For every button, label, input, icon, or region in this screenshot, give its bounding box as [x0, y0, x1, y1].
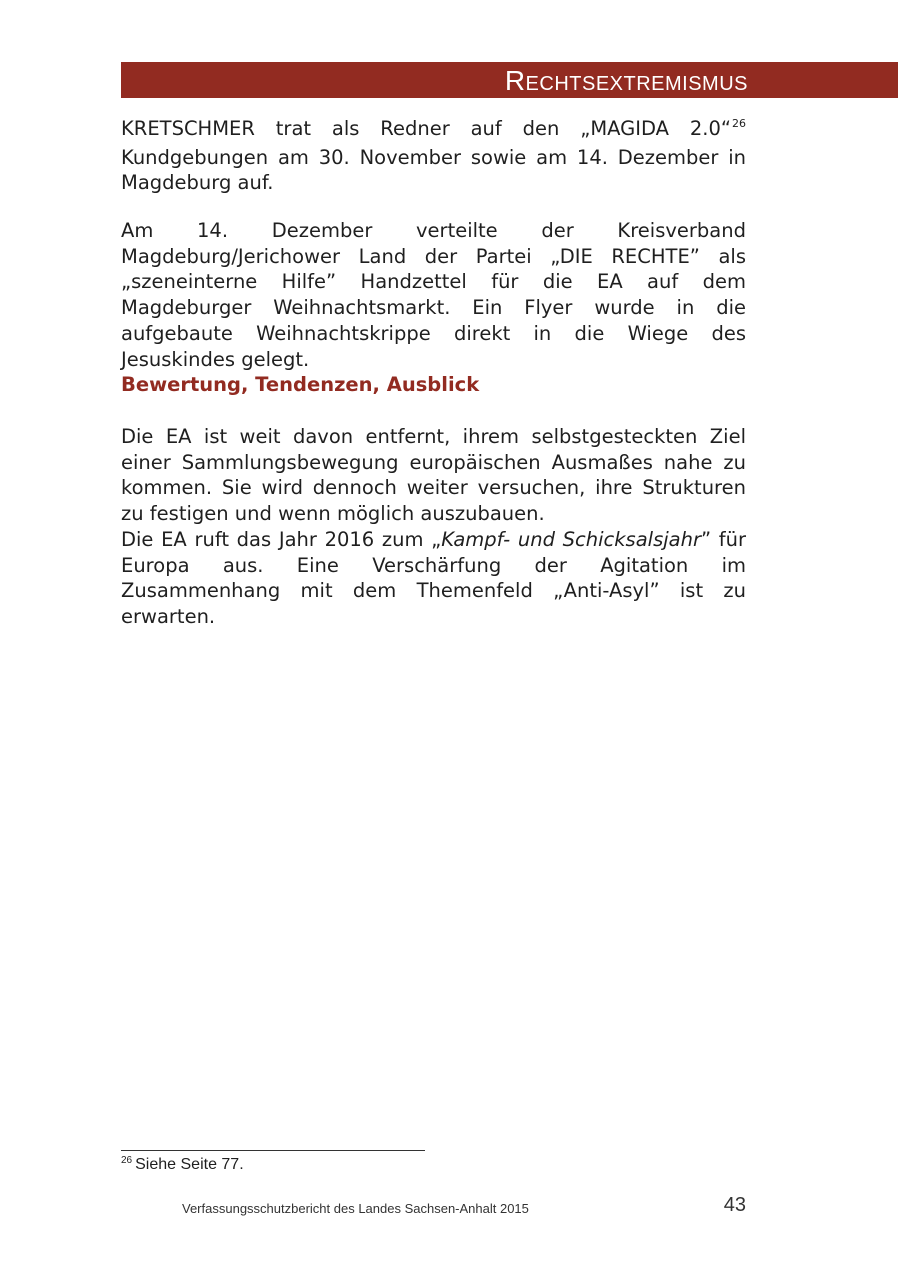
- footnote-divider: [121, 1150, 425, 1151]
- paragraph-assessment: Die EA ist weit davon entfernt, ihrem selbstgesteckten Ziel einer Sammlungsbewegung europäischen Ausmaßes nahe zu kommen. Sie wird dennoch weiter versuchen, ihre Strukturen zu festigen und wenn möglich auszubauen.: [121, 425, 746, 526]
- page-number: 43: [723, 1194, 746, 1216]
- paragraph-outlook: [121, 527, 746, 630]
- footnote: [121, 1155, 244, 1177]
- footnote-reference[interactable]: 26: [732, 117, 746, 130]
- paragraph-flyer: Am 14. Dezember verteilte der Kreisverband Magdeburg/Jerichower Land der Partei „DIE RECHTE” als „szeneinterne Hilfe” Handzettel für die EA auf dem Magdeburger Weihnachtsmarkt. Ein Flyer wurde in die aufgebaute Weihnachtskrippe direkt in die Wiege des Jesuskindes gelegt.: [121, 219, 746, 371]
- footnote-number: 26: [121, 1155, 133, 1166]
- emphasized-text: Kampf- und Schicksalsjahr: [441, 528, 701, 551]
- footer-publication: Verfassungsschutzbericht des Landes Sachsen-Anhalt 2015: [182, 1201, 529, 1216]
- chapter-title: Rechtsextremismus: [504, 65, 748, 96]
- paragraph-text: ” für Europa aus. Eine Verschärfung der Agitation im Zusammenhang mit dem Themenfeld „Anti-Asyl” ist zu erwarten.: [121, 528, 747, 629]
- footnote-text: Siehe Seite 77.: [135, 1156, 244, 1173]
- paragraph-text: KRETSCHMER trat als Redner auf den „MAGIDA 2.0“: [121, 117, 731, 140]
- paragraph-kretschmer: [121, 116, 746, 196]
- paragraph-text: Kundgebungen am 30. November sowie am 14. Dezember in Magdeburg auf.: [121, 145, 746, 195]
- section-heading: Bewertung, Tendenzen, Ausblick: [121, 373, 480, 396]
- paragraph-text: Die EA ruft das Jahr 2016 zum „: [121, 528, 442, 551]
